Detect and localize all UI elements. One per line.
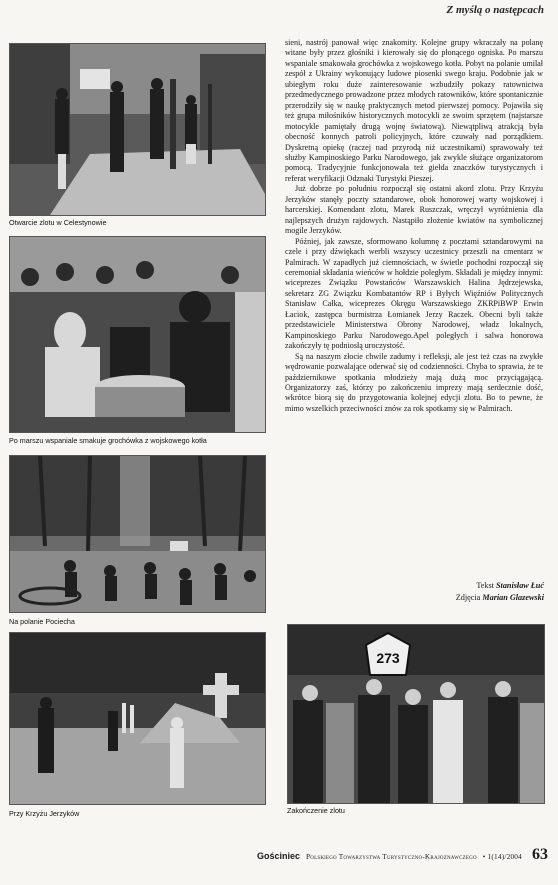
article-paragraph: sieni, nastrój panował więc znakomity. Kolejne grupy wkraczały na polanę witane były przez głośniki i kierowały się do płonącego ogniska. Po marszu wspaniale smakowała grochówka z wojskowego kotła. Pobyt na polanie umilał zespół z Ukrainy wykonujący ludowe piosenki swego kraju. Podobnie jak w ubiegłym roku duże zainteresowanie wzbudziły pokazy ratownictwa przedmedycznego prowadzone przez młodych ratowników, które spontanicznie przerodziły się w naukę praktycznych metod pierwszej pomocy. Pojawiła się też grupa miłośników historycznych motocykli ze swoim sprzętem (najstarsze motocykle pamiętały drugą wojnę światową). Niewątpliwą atrakcją była obecność konnych patroli policyjnych, które czuwały nad porządkiem. Dyskretną opiekę (raczej nad przyrodą niż uczestnikami) sprawowały też służby Kampinoskiego Parku Narodowego, jak zwykle służące organizatorom pomocą. Tradycyjnie funkcjonowała też giełda znaczków turystycznych i referat weryfikacji Odznaki Turystyki Pieszej. (285, 38, 543, 183)
photo-clearing (9, 455, 266, 613)
credit-photo-line (456, 592, 544, 604)
publisher-name: Polskiego Towarzystwa Turystyczno-Krajoznawczego (306, 852, 477, 861)
photo-soup (9, 236, 266, 433)
photo-caption: Zakończenie zlotu (287, 806, 345, 815)
issue-number: • 1(14)/2004 (482, 852, 522, 861)
magazine-brand: Gościniec (256, 851, 301, 861)
page-footer (226, 846, 548, 864)
article-paragraph: Później, jak zawsze, sformowano kolumnę z pocztami sztandarowymi na czele i przy dźwiękach werbli wszyscy uczestnicy przeszli na cmentarz w Palmirach. W zapadłych już ciemnościach, w świetle pochodni rozpoczął się ceremoniał składania wieńców w hołdzie poległym. Składali je między innymi: wiceprezes Związku Powstańców Warszawskich Halina Jędrzejewska, sekretarz ZG Związku Kombatantów RP i Byłych Więźniów Politycznych Stanisław Całka, wiceprezes Okręgu Warszawskiego ZKRPiBWP Erwin Łaciok, zastępca burmistrza Łomianek Jerzy Raczek. Obecni byli także przedstawiciele Ministerstwa Obrony Narodowej, władz lokalnych, Kampinoskiego Parku Narodowego.Apel poległych i salwa honorowa zakończyły tę podniosłą uroczystość. (285, 236, 543, 351)
photo-caption: Otwarcie zlotu w Celestynowie (9, 218, 107, 227)
credit-text-line (456, 580, 544, 592)
article-paragraph: Już dobrze po południu rozpoczął się ostatni akord zlotu. Przy Krzyżu Jerzyków stanęły poczty sztandarowe, obok honorowej warty wojskowej i harcerskiej. Komendant zlotu, Marek Ruszczak, wręczył wyróżnienia dla najlepszych drużyn rajdowych. Nastąpiło złożenie kwiatów na symbolicznej mogile Jerzyków. (285, 184, 543, 236)
photo-cross (9, 632, 266, 805)
credit-role: Zdjęcia (455, 593, 481, 602)
photo-closing (287, 624, 545, 804)
photo-caption: Na polanie Pociecha (9, 617, 75, 626)
route-sign-number: 273 (376, 650, 400, 666)
page-number: 63 (532, 846, 548, 863)
photo-opening (9, 43, 266, 216)
article-paragraph: Są na naszym złocie chwile zadumy i refleksji, ale jest też czas na zwykłe wędrowanie pozwalające oderwać się od codzienności. Chyba to sprawia, że te październikowe spotkania młodzieży mają dużą moc przyciągającą. Organizatorzy zaś, którzy po zakończeniu imprezy mają serdecznie dość, wkrótce biorą się do przygotowania kolejnej edycji zlotu. Bo to pewne, że mimo wszelkich przeciwności znów za rok spotkamy się w Palmirach. (285, 351, 543, 413)
article-body (285, 38, 543, 414)
credit-name: Marian Glazewski (482, 593, 544, 602)
credit-name: Stanisław Łuć (495, 581, 544, 590)
section-header: Z myślą o następcach (446, 4, 544, 16)
photo-caption: Przy Krzyżu Jerzyków (9, 809, 80, 818)
article-credits (456, 580, 544, 604)
photo-caption: Po marszu wspaniale smakuje grochówka z wojskowego kotła (9, 436, 207, 445)
credit-role: Tekst (476, 581, 494, 590)
